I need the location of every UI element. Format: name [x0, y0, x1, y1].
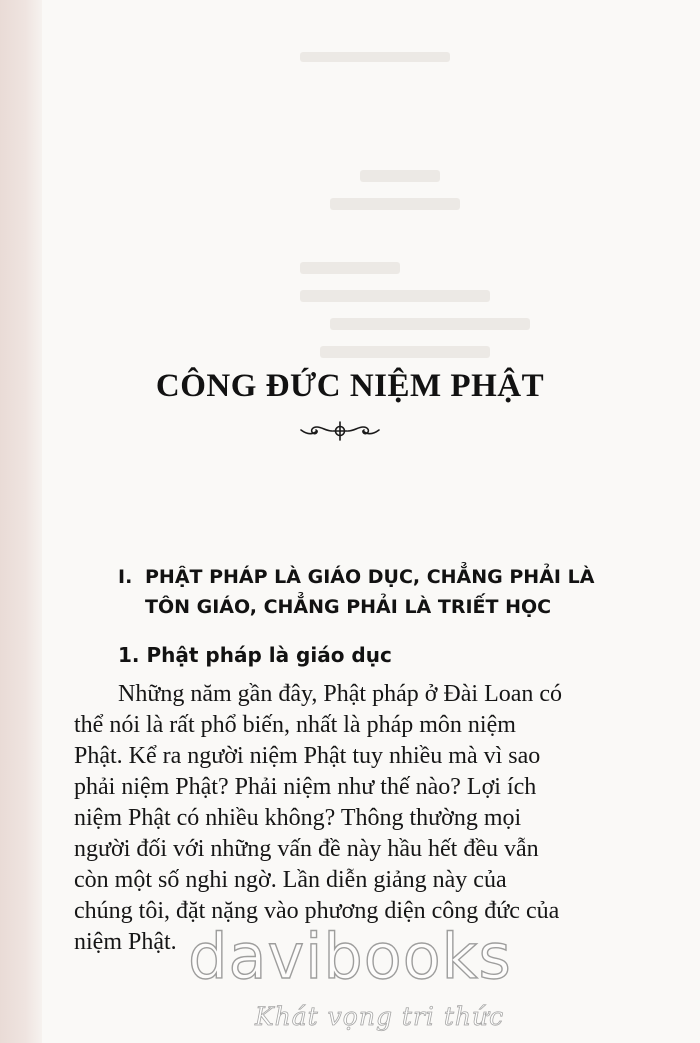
flourish-ornament-icon [298, 419, 382, 443]
paragraph-line: người đối với những vấn đề này hầu hết đều vẫn [74, 836, 539, 862]
section-heading [118, 562, 638, 622]
section-number: I. [118, 566, 133, 588]
paragraph-line: Phật. Kể ra người niệm Phật tuy nhiều mà vì sao [74, 743, 541, 769]
watermark-slogan: Khát vọng tri thức [255, 1002, 505, 1031]
paragraph-line: chúng tôi, đặt nặng vào phương diện công đức của [74, 898, 560, 924]
paragraph-line: niệm Phật. [74, 929, 177, 955]
body-paragraph [74, 679, 614, 958]
watermark-brand: davibooks [188, 920, 512, 993]
chapter-title: CÔNG ĐỨC NIỆM PHẬT [155, 368, 545, 404]
paragraph-line: còn một số nghi ngờ. Lần diễn giảng này của [74, 867, 507, 893]
book-gutter-shadow [0, 0, 42, 1043]
subsection-heading: 1. Phật pháp là giáo dục [118, 643, 392, 667]
paragraph-line: phải niệm Phật? Phải niệm như thế nào? Lợi ích [74, 774, 537, 800]
paragraph-line: thể nói là rất phổ biến, nhất là pháp môn niệm [74, 712, 516, 738]
section-title-line: TÔN GIÁO, CHẲNG PHẢI LÀ TRIẾT HỌC [145, 596, 552, 618]
paragraph-line: niệm Phật có nhiều không? Thông thường mọi [74, 805, 522, 831]
paragraph-line: Những năm gần đây, Phật pháp ở Đài Loan có [118, 681, 563, 707]
section-title-line: PHẬT PHÁP LÀ GIÁO DỤC, CHẲNG PHẢI LÀ [145, 566, 595, 588]
